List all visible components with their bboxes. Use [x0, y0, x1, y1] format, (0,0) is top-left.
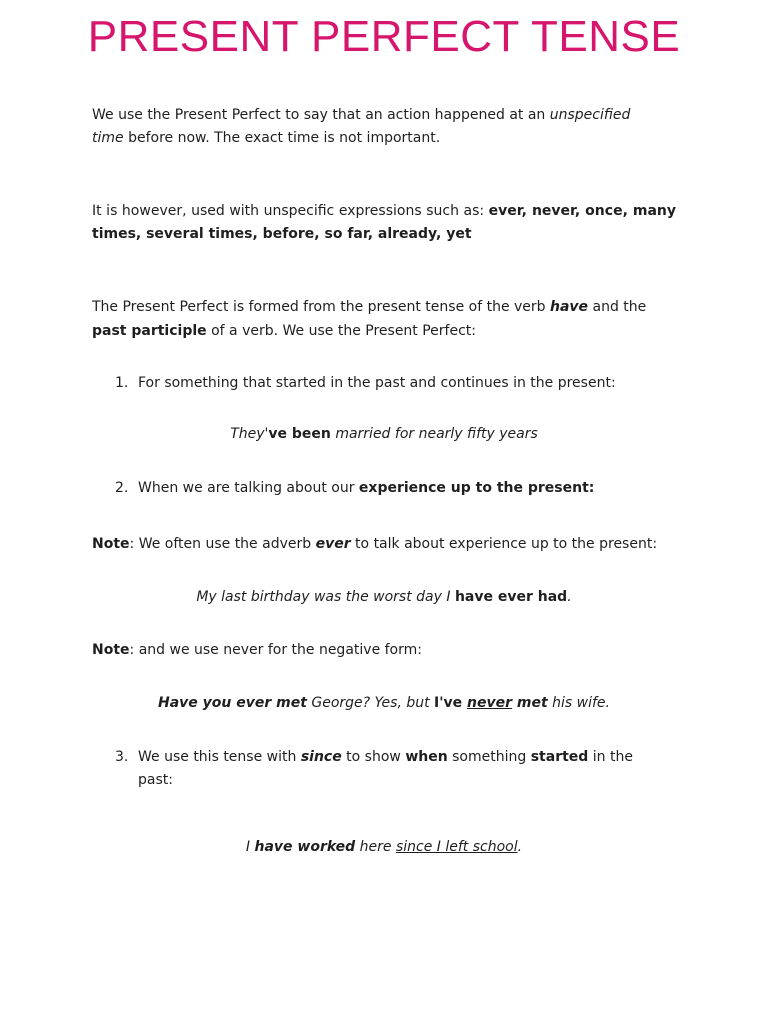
note-2 [92, 639, 676, 662]
list-item-2-bold: experience up to the present [358, 480, 589, 496]
formation-text: The Present Perfect is formed from the present tense of the verb [92, 299, 551, 315]
example-4-since-clause: since I left school [395, 839, 518, 855]
list-item-3-lead: We use this tense with [138, 749, 301, 765]
example-1 [0, 423, 768, 446]
list-item-3-number: 3. [115, 749, 129, 765]
example-1-part: They' [230, 426, 269, 442]
example-4-here: here [355, 839, 396, 855]
page-title: PRESENT PERFECT TENSE [87, 12, 681, 61]
intro-paragraph-line-2 [92, 127, 676, 150]
example-3-end: his wife. [547, 695, 610, 711]
expressions-list: ever, never, once, many times, several times, before, so far, already, yet [92, 203, 676, 242]
example-4 [0, 836, 768, 859]
list-item-2-lead: When we are talking about our [138, 480, 359, 496]
list-item-3-in-the: in the [588, 749, 633, 765]
list-item-3-something: something [447, 749, 531, 765]
example-1-verb: ve been [268, 426, 331, 442]
formation-text-end: of a verb. We use the Present Perfect: [206, 323, 476, 339]
list-item-3-past: past: [138, 772, 173, 788]
example-4-i: I [245, 839, 255, 855]
expressions-lead: It is however, used with unspecific expressions such as: [92, 203, 489, 219]
example-4-end: . [517, 839, 523, 855]
example-1-rest: married for nearly fifty years [330, 426, 538, 442]
note-1-text-end: to talk about experience up to the present: [350, 536, 658, 552]
example-3-never: never [467, 695, 513, 711]
list-item-1-number: 1. [115, 375, 129, 391]
expressions-paragraph [92, 200, 676, 246]
list-item-2-text [138, 477, 658, 500]
formation-have: have [550, 299, 589, 315]
example-2-part: My last birthday was the worst day I [196, 589, 455, 605]
list-item-3-to-show: to show [341, 749, 406, 765]
list-item-3-text [138, 746, 658, 792]
example-3 [0, 692, 768, 715]
example-3-met: met [512, 695, 548, 711]
note-1 [92, 533, 676, 556]
intro-text: We use the Present Perfect to say that an action happened at an [92, 107, 550, 123]
intro-time: time [92, 130, 124, 146]
formation-paragraph-line-1 [92, 296, 676, 319]
note-2-label: Note [92, 642, 130, 658]
example-4-verb: have worked [254, 839, 356, 855]
example-2 [0, 586, 768, 609]
list-item-2-colon: : [588, 480, 595, 496]
example-2-end: . [567, 589, 572, 605]
note-2-text: : and we use never for the negative form: [129, 642, 422, 658]
list-item-1-text: For something that started in the past and continues in the present: [138, 375, 616, 391]
note-1-text: : We often use the adverb [129, 536, 316, 552]
note-1-label: Note [92, 536, 130, 552]
example-3-part: George? Yes, but [306, 695, 435, 711]
example-2-verb: have ever had [454, 589, 568, 605]
note-1-ever: ever [315, 536, 351, 552]
example-3-ive: I've [434, 695, 468, 711]
list-item-3-when: when [405, 749, 448, 765]
list-item-2-number: 2. [115, 480, 129, 496]
intro-unspecified: unspecified [549, 107, 631, 123]
formation-paragraph-line-2 [92, 320, 676, 343]
formation-past-participle: past participle [92, 323, 207, 339]
list-item-3-since: since [300, 749, 342, 765]
formation-and-the: and the [588, 299, 647, 315]
intro-paragraph-line-1 [92, 104, 676, 127]
list-item-3-started: started [530, 749, 589, 765]
example-3-question-verb: Have you ever met [157, 695, 307, 711]
intro-text-end: before now. The exact time is not important. [123, 130, 441, 146]
